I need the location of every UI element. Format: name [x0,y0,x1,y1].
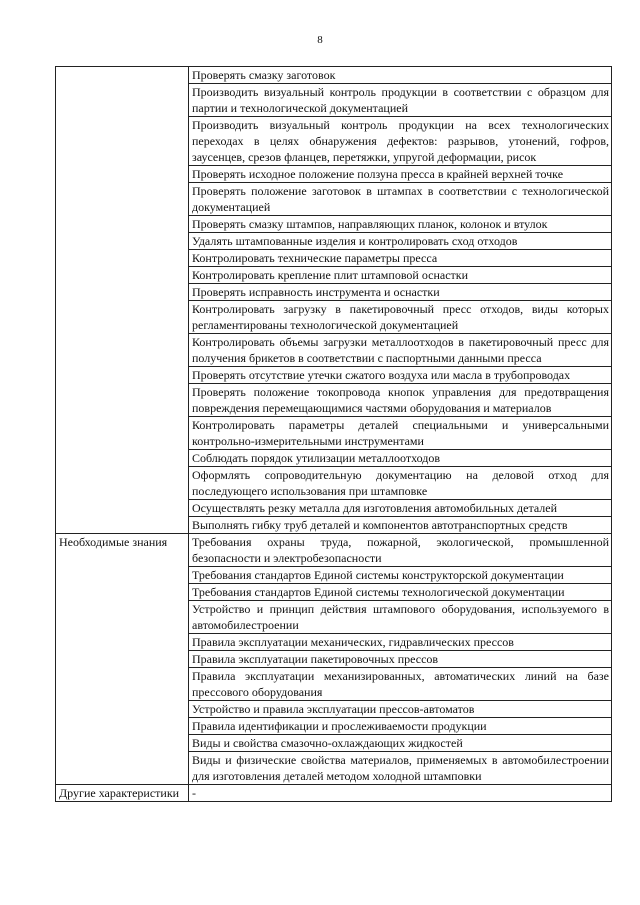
requirement-item: Контролировать технические параметры пресса [189,250,612,267]
requirement-item: Виды и физические свойства материалов, применяемых в автомобилестроении для изготовления деталей методом холодной штамповки [189,752,612,785]
requirement-item: Проверять смазку штампов, направляющих планок, колонок и втулок [189,216,612,233]
section-label: Необходимые знания [56,534,189,785]
requirement-item: Требования стандартов Единой системы технологической документации [189,584,612,601]
requirement-item: Правила эксплуатации механизированных, автоматических линий на базе прессового оборудования [189,668,612,701]
requirement-item: Правила эксплуатации механических, гидравлических прессов [189,634,612,651]
requirement-item: Проверять отсутствие утечки сжатого воздуха или масла в трубопроводах [189,367,612,384]
table-row [56,785,612,802]
requirement-item: Устройство и принцип действия штампового оборудования, используемого в автомобилестроении [189,601,612,634]
requirements-table-body [56,67,612,802]
requirement-item: Требования стандартов Единой системы конструкторской документации [189,567,612,584]
requirement-item: Удалять штампованные изделия и контролировать сход отходов [189,233,612,250]
requirement-item: Требования охраны труда, пожарной, экологической, промышленной безопасности и электробезопасности [189,534,612,567]
requirement-item: Правила эксплуатации пакетировочных прессов [189,651,612,668]
requirement-item: Проверять положение токопровода кнопок управления для предотвращения повреждения перемещающимися частями оборудования и материалов [189,384,612,417]
requirement-item: Контролировать крепление плит штамповой оснастки [189,267,612,284]
requirement-item: Производить визуальный контроль продукции в соответствии с образцом для партии и технологической документацией [189,84,612,117]
requirement-item: Контролировать объемы загрузки металлоотходов в пакетировочный пресс для получения брикетов в соответствии с паспортными данными пресса [189,334,612,367]
requirement-item: Проверять исходное положение ползуна пресса в крайней верхней точке [189,166,612,183]
page-number: 8 [317,34,323,46]
requirement-item: Правила идентификации и прослеживаемости продукции [189,718,612,735]
requirement-item: - [189,785,612,802]
requirement-item: Проверять смазку заготовок [189,67,612,84]
requirement-item: Устройство и правила эксплуатации прессов-автоматов [189,701,612,718]
requirement-item: Виды и свойства смазочно-охлаждающих жидкостей [189,735,612,752]
table-row [56,534,612,567]
requirement-item: Производить визуальный контроль продукции на всех технологических переходах в целях обнаружения дефектов: разрывов, утонений, гофров, заусенцев, срезов фланцев, перетяжки, упругой деформации, рисок [189,117,612,166]
requirement-item: Проверять исправность инструмента и оснастки [189,284,612,301]
requirement-item: Осуществлять резку металла для изготовления автомобильных деталей [189,500,612,517]
section-label [56,67,189,534]
requirement-item: Проверять положение заготовок в штампах в соответствии с технологической документацией [189,183,612,216]
requirement-item: Контролировать параметры деталей специальными и универсальными контрольно-измерительными инструментами [189,417,612,450]
requirement-item: Контролировать загрузку в пакетировочный пресс отходов, виды которых регламентированы технологической документацией [189,301,612,334]
requirement-item: Оформлять сопроводительную документацию на деловой отход для последующего использования при штамповке [189,467,612,500]
section-label: Другие характеристики [56,785,189,802]
requirements-table [55,66,612,802]
table-row [56,67,612,84]
requirement-item: Соблюдать порядок утилизации металлоотходов [189,450,612,467]
requirement-item: Выполнять гибку труб деталей и компонентов автотранспортных средств [189,517,612,534]
